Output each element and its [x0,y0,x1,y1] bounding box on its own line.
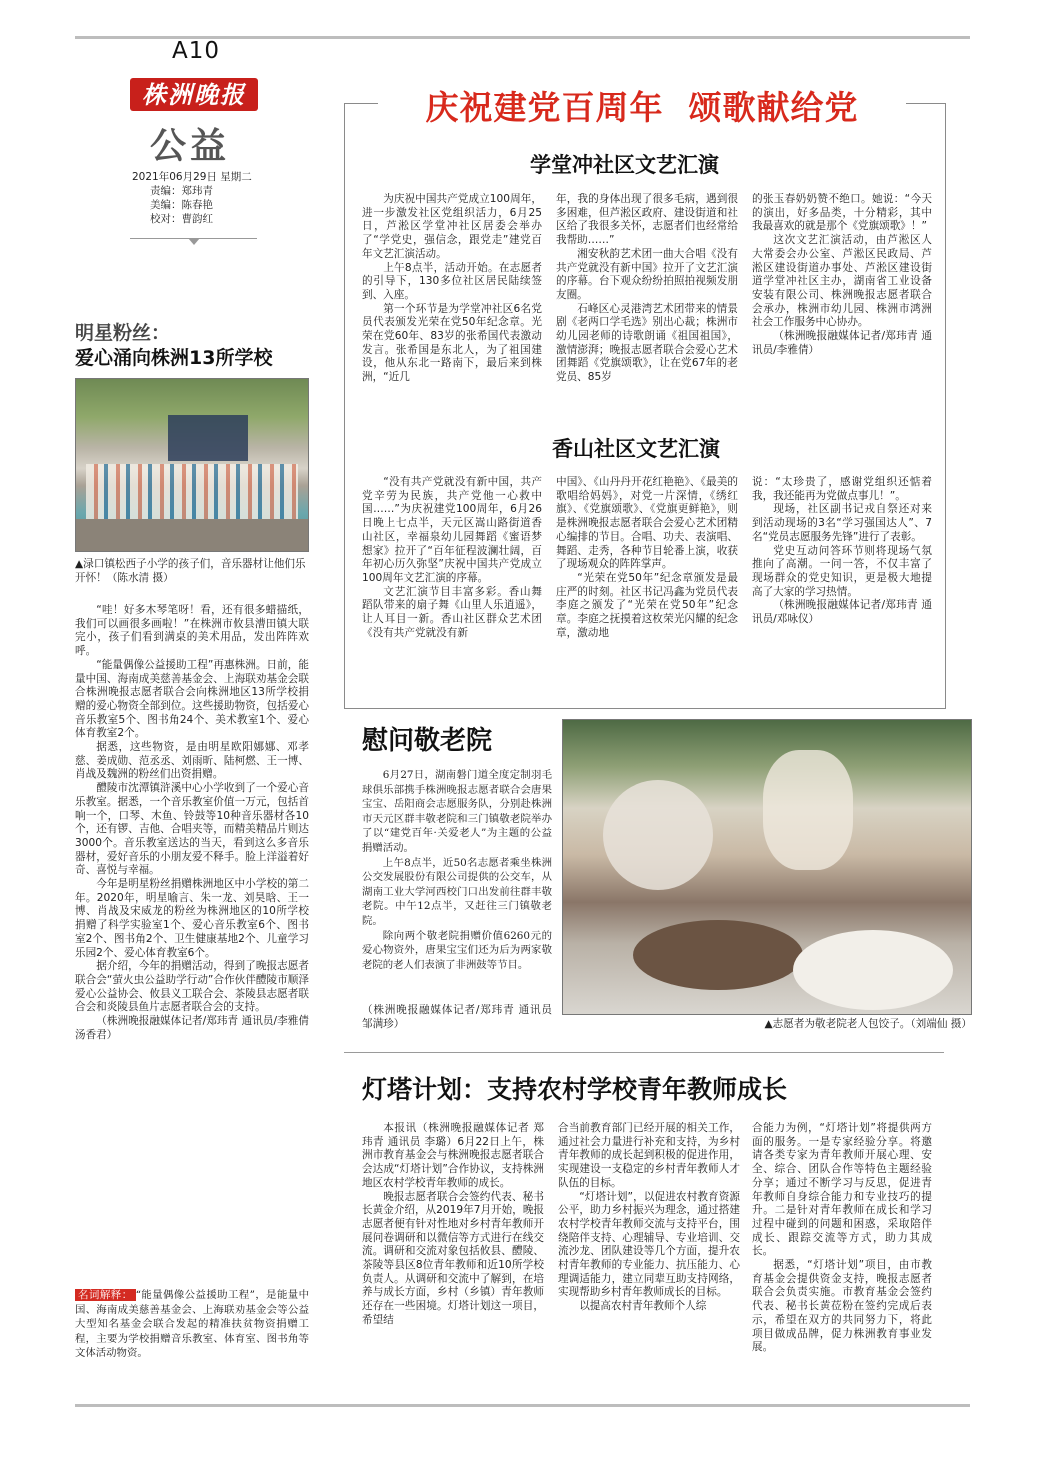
lighthouse-p3: 合当前教育部门已经开展的相关工作，通过社会力量进行补充和支持，为乡村青年教师的成长起到积极的促进作用，实现建设一支稳定的乡村青年教师人才队伍的目标。 [558,1122,740,1189]
fans-p3: 据悉，这些物资，是由明星欧阳娜娜、邓孝慈、姜成勋、范丞丞、刘雨昕、陆柯燃、王一博、肖战及魏洲的粉丝们出资捐赠。 [75,741,309,781]
chevron-down-icon [188,238,200,245]
dumpling-plate-shape [793,930,953,1010]
xiangshan-col2 [556,476,738,702]
xiangshan-p1: “没有共产党就没有新中国，共产党辛劳为民族，共产党他一心救中国……”为庆祝建党100周年，6月26日晚上七点半，天元区嵩山路街道香山社区，幸福泉幼儿园舞蹈《蜜语梦想家》拉开了“百年征程波澜壮阔，百年初心历久弥坚”庆祝中国共产党成立100周年文艺汇演的序幕。 [362,476,542,584]
term-label: 名词解释： [75,1289,136,1301]
paper-logo-text: 株洲晚报 [142,80,246,109]
xuetang-col1 [362,193,542,421]
art-editor: 美编：陈春艳 [150,199,213,211]
fans-kicker: 明星粉丝： [75,322,171,344]
lighthouse-col1 [362,1122,544,1384]
date-line: 2021年06月29日 星期二 [132,171,252,183]
lighthouse-p5: 以提高农村青年教师个人综 [579,1300,707,1313]
nursing-photo-caption: ▲志愿者为敬老院老人包饺子。（刘端仙 摄） [764,1018,972,1030]
xuetang-p5: 湘安秋韵艺术团一曲大合唱《没有共产党就没有新中国》拉开了文艺汇演的序幕。台下观众纷纷拍照拍视频发朋友圈。 [556,247,738,301]
fans-p6: 据介绍，今年的捐赠活动，得到了晚报志愿者联合会“萤火虫公益助学行动”合作伙伴醴陵市顺泽爱心公益协会、攸县义工联合会、茶陵县志愿者联合会和炎陵县鱼片志愿者联合会的支持。 [75,960,309,1014]
xuetang-title: 学堂冲社区文艺汇演 [530,153,719,177]
nursing-byline: （株洲晚报融媒体记者/郑玮青 通讯员 邹满珍） [362,1004,552,1030]
xuetang-byline: （株洲晚报融媒体记者/郑玮青 通讯员/李雅倩） [752,330,932,356]
masthead-info [132,170,252,226]
lighthouse-p6: 合能力为例，“灯塔计划”将提供两方面的服务。一是专家经验分享。将邀请各类专家为青年教师开展心理、安全、综合、团队合作等特色主题经验分享；通过不断学习与反思，促进青年教师自身综合能力和专业技巧的提升。二是针对青年教师在成长和学习过程中碰到的问题和困惑，采取陪伴成长、跟踪交流等方式，助力其成长。 [752,1122,932,1258]
lighthouse-col3 [752,1122,932,1384]
page-number: A10 [172,38,221,64]
proofreader: 校对：曹韵红 [150,213,213,225]
term-text: “能量偶像公益援助工程”，是能量中国、海南成美慈善基金会、上海联劝基金会等公益大型知名基金会联合发起的精准扶贫物资捐赠工程，主要为学校捐赠音乐教室、体育室、图书角等文体活动物资。 [75,1289,309,1360]
volunteer-shape [603,780,713,890]
xuetang-p3: 第一个环节是为学堂冲社区6名党员代表颁发光荣在党50年纪念章。光荣在党60年、83岁的张希国代表激动发言。张希国是东北人，为了祖国建设，他从东北一路南下，最后来到株洲，“近几 [362,302,542,384]
nursing-byline-wrap [362,1004,552,1036]
xiangshan-col3 [752,476,932,702]
nursing-p3: 除向两个敬老院捐赠价值6260元的爱心物资外，唐果宝宝们还为后为两家敬老院的老人们表演了非洲鼓等节目。 [362,929,552,971]
fans-p4: 醴陵市沈潭镇浒溪中心小学收到了一个爱心音乐教室。据悉，一个音乐教室价值一万元，包括首响一个，口琴、木鱼、铃鼓等10种音乐器材各10个，还有锣、吉他、合唱夹等，而精美精品片则达3000个。音乐教室送达的当天，看到这么多音乐器材，爱好音乐的小朋友爱不释手。脸上洋溢着好奇、喜悦与幸福。 [75,782,309,877]
filling-bowl-shape [633,920,803,990]
xiangshan-p4: “光荣在党50年”纪念章颁发是最庄严的时刻。社区书记冯鑫为党员代表李庭之颁发了“光荣在党50年”纪念章。李庭之抚摸着这枚荣光闪耀的纪念章，激动地 [556,571,738,639]
banner [378,86,906,130]
fans-p5: 今年是明星粉丝捐赠株洲地区中小学校的第二年。2020年，明星喻言、朱一龙、刘昊晗、王一博、肖战及宋威龙的粉丝为株洲地区的10所学校捐赠了科学实验室1个、爱心音乐教室6个、图书室2个、图书角2个、卫生健康基地2个、儿童学习乐园2个、爱心体育教室6个。 [75,878,309,959]
nursing-body [362,768,552,1000]
xiangshan-p7: 党史互动问答环节则将现场气氛推向了高潮。一问一答，不仅丰富了现场群众的党史知识，更是极大地提高了大家的学习热情。 [752,544,932,598]
nursing-title: 慰问敬老院 [362,726,493,756]
ground-shape [76,519,308,551]
xiangshan-p5: 说：“太珍贵了，感谢党组织还惦着我，我还能再为党做点事儿！”。 [752,476,932,502]
fans-p2: “能量偶像公益援助工程”再惠株洲。日前，能量中国、海南成美慈善基金会、上海联劝基金会联合株洲晚报志愿者联合会向株洲地区13所学校捐赠的爱心物资全部到位。这些援助物资，包括爱心音乐教室5个、图书角24个、美术教室1个、爱心体育教室2个。 [75,658,309,740]
lighthouse-p7: 据悉，“灯塔计划”项目，由市教育基金会提供资金支持，晚报志愿者联合会负责实施。市教育基金会签约代表、秘书长黄莅粉在签约完成后表示，希望在双方的共同努力下，将此项目做成品牌，促力株洲教育事业发展。 [752,1259,932,1354]
lighthouse-p4: “灯塔计划”，以促进农村教育资源公平，助力乡村振兴为理念，通过搭建农村学校青年教师交流与支持平台，围绕陪伴支持、心理辅导、专业培训、交流沙龙、团队建设等几个方面，提升农村青年教师的专业能力、抗压能力、心理调适能力，建立同辈互助支持网络，实现帮助乡村青年教师成长的目标。 [558,1190,740,1299]
xuetang-p2: 上午8点半，活动开始。在志愿者的引导下，130多位社区居民陆续签到、入座。 [362,261,542,301]
volunteer-shape-2 [763,750,853,870]
lighthouse-col2 [558,1122,740,1384]
xiangshan-col1 [362,476,542,702]
lighthouse-divider [344,1052,944,1053]
nursing-p2: 上午8点半，近50名志愿者乘坐株洲公交发展股份有限公司提供的公交车，从湖南工业大学河西校门口出发前往群丰敬老院。中午12点半，又赶往三门镇敬老院。 [362,856,552,927]
section-title: 公益 [150,125,231,167]
xuetang-col3 [752,193,932,421]
school-gate-shape [168,415,248,461]
xuetang-p6: 石峰区心灵港湾艺术团带来的情景剧《老两口学毛选》别出心裁；株洲市幼儿园老师的诗歌朗诵《祖国祖国》，激情澎湃；晚报志愿者联合会爱心艺术团舞蹈《党旗颂歌》，让在党67年的老党员、85岁 [556,302,738,384]
fans-byline: （株洲晚报融媒体记者/郑玮青 通讯员/李雅倩 汤香君） [75,1015,309,1041]
xiangshan-p3: 中国》、《山丹丹开花红艳艳》、《最美的歌唱给妈妈》，对党一片深情，《绣红旗》、《党旗颂歌》、《党旗更鲜艳》，则是株洲晚报志愿者联合会爱心艺术团精心编排的节目。合唱、功夫、表演唱、舞蹈、走秀，各种节目轮番上演，收获了现场观众的阵阵掌声。 [556,476,738,571]
children-music-photo [75,378,309,552]
xiangshan-p6: 现场，社区副书记戎自祭还对来到活动现场的3名“学习强国达人”、7名“党员志愿服务先锋”进行了表彰。 [752,503,932,543]
fans-body [75,604,309,1176]
xuetang-p1: 为庆祝中国共产党成立100周年，进一步激发社区党组织活力，6月25日，芦淞区学堂冲社区居委会举办了“学党史，强信念，跟党走”建党百年文艺汇演活动。 [362,193,542,260]
fans-photo-caption: ▲渌口镇松西子小学的孩子们，音乐器材让他们乐开怀！（陈水清 摄） [75,558,306,584]
children-group-shape [86,464,298,524]
dumpling-photo [562,719,972,1015]
xuetang-p8: 这次文艺汇演活动，由芦淞区人大常委会办公室、芦淞区民政局、芦淞区建设街道办事处、芦淞区建设街道学堂冲社区主办，湖南省工业设备安装有限公司、株洲晚报志愿者联合会承办，株洲市幼儿园、株洲市鸿洲社会工作服务中心协办。 [752,234,932,329]
nursing-p1: 6月27日，湖南磐门道全度定制羽毛球俱乐部携手株洲晚报志愿者联合会唐果宝宝、岳阳商会志愿服务队，分别赴株洲市天元区群丰敬老院和三门镇敬老院举办了以“建党百年·关爱老人”为主题的公益捐赠活动。 [362,769,552,854]
editor: 责编：郑玮青 [150,185,213,197]
bottom-rule [75,1404,970,1407]
xiangshan-title: 香山社区文艺汇演 [552,437,720,461]
lighthouse-p1: 本报讯（株洲晚报融媒体记者 郑玮青 通讯员 李璐）6月22日上午，株洲市教育基金会与株洲晚报志愿者联合会达成“灯塔计划”合作协议，支持株洲地区农村学校青年教师的成长。 [362,1122,544,1189]
fans-p1: “哇！好多木琴笔呀！看，还有很多蜡描纸，我们可以画很多画啦！”在株洲市攸县漕田镇大联完小，孩子们看到满桌的美术用品，发出阵阵欢呼。 [75,604,309,658]
xuetang-p4: 年，我的身体出现了很多毛病，遇到很多困难，但芦淞区政府、建设街道和社区给了我很多关怀，志愿者们也经常给我帮助……” [556,193,738,247]
term-box [75,1288,309,1378]
lighthouse-p2: 晚报志愿者联合会签约代表、秘书长黄金介绍，从2019年7月开始，晚报志愿者便有针对性地对乡村青年教师开展问卷调研和以微信等方式进行在线交流。调研和交流对象包括攸县、醴陵、茶陵等县区8位青年教师和近10所学校负责人。从调研和交流中了解到，在培养与成长方面，乡村（乡镇）青年教师还存在一些困境。灯塔计划这一项目，希望结 [362,1190,544,1326]
lighthouse-title: 灯塔计划：支持农村学校青年教师成长 [362,1075,788,1104]
banner-title: 庆祝建党百周年 颂歌献给党 [425,88,859,127]
paper-logo [130,78,258,111]
xiangshan-byline: （株洲晚报融媒体记者/郑玮青 通讯员/邓咏仪） [752,599,932,626]
xiangshan-p2: 文艺汇演节目丰富多彩。香山舞蹈队带来的扇子舞《山里人乐逍遥》，让人耳目一新。香山社区群众艺术团《没有共产党就没有新 [362,585,542,639]
xuetang-p7: 的张玉春奶奶赞不绝口。她说：“今天的演出，好多品类，十分精彩，其中我最喜欢的就是那个《党旗颂歌》！” [752,193,932,233]
xuetang-col2 [556,193,738,421]
fans-title: 爱心涌向株洲13所学校 [75,347,273,369]
